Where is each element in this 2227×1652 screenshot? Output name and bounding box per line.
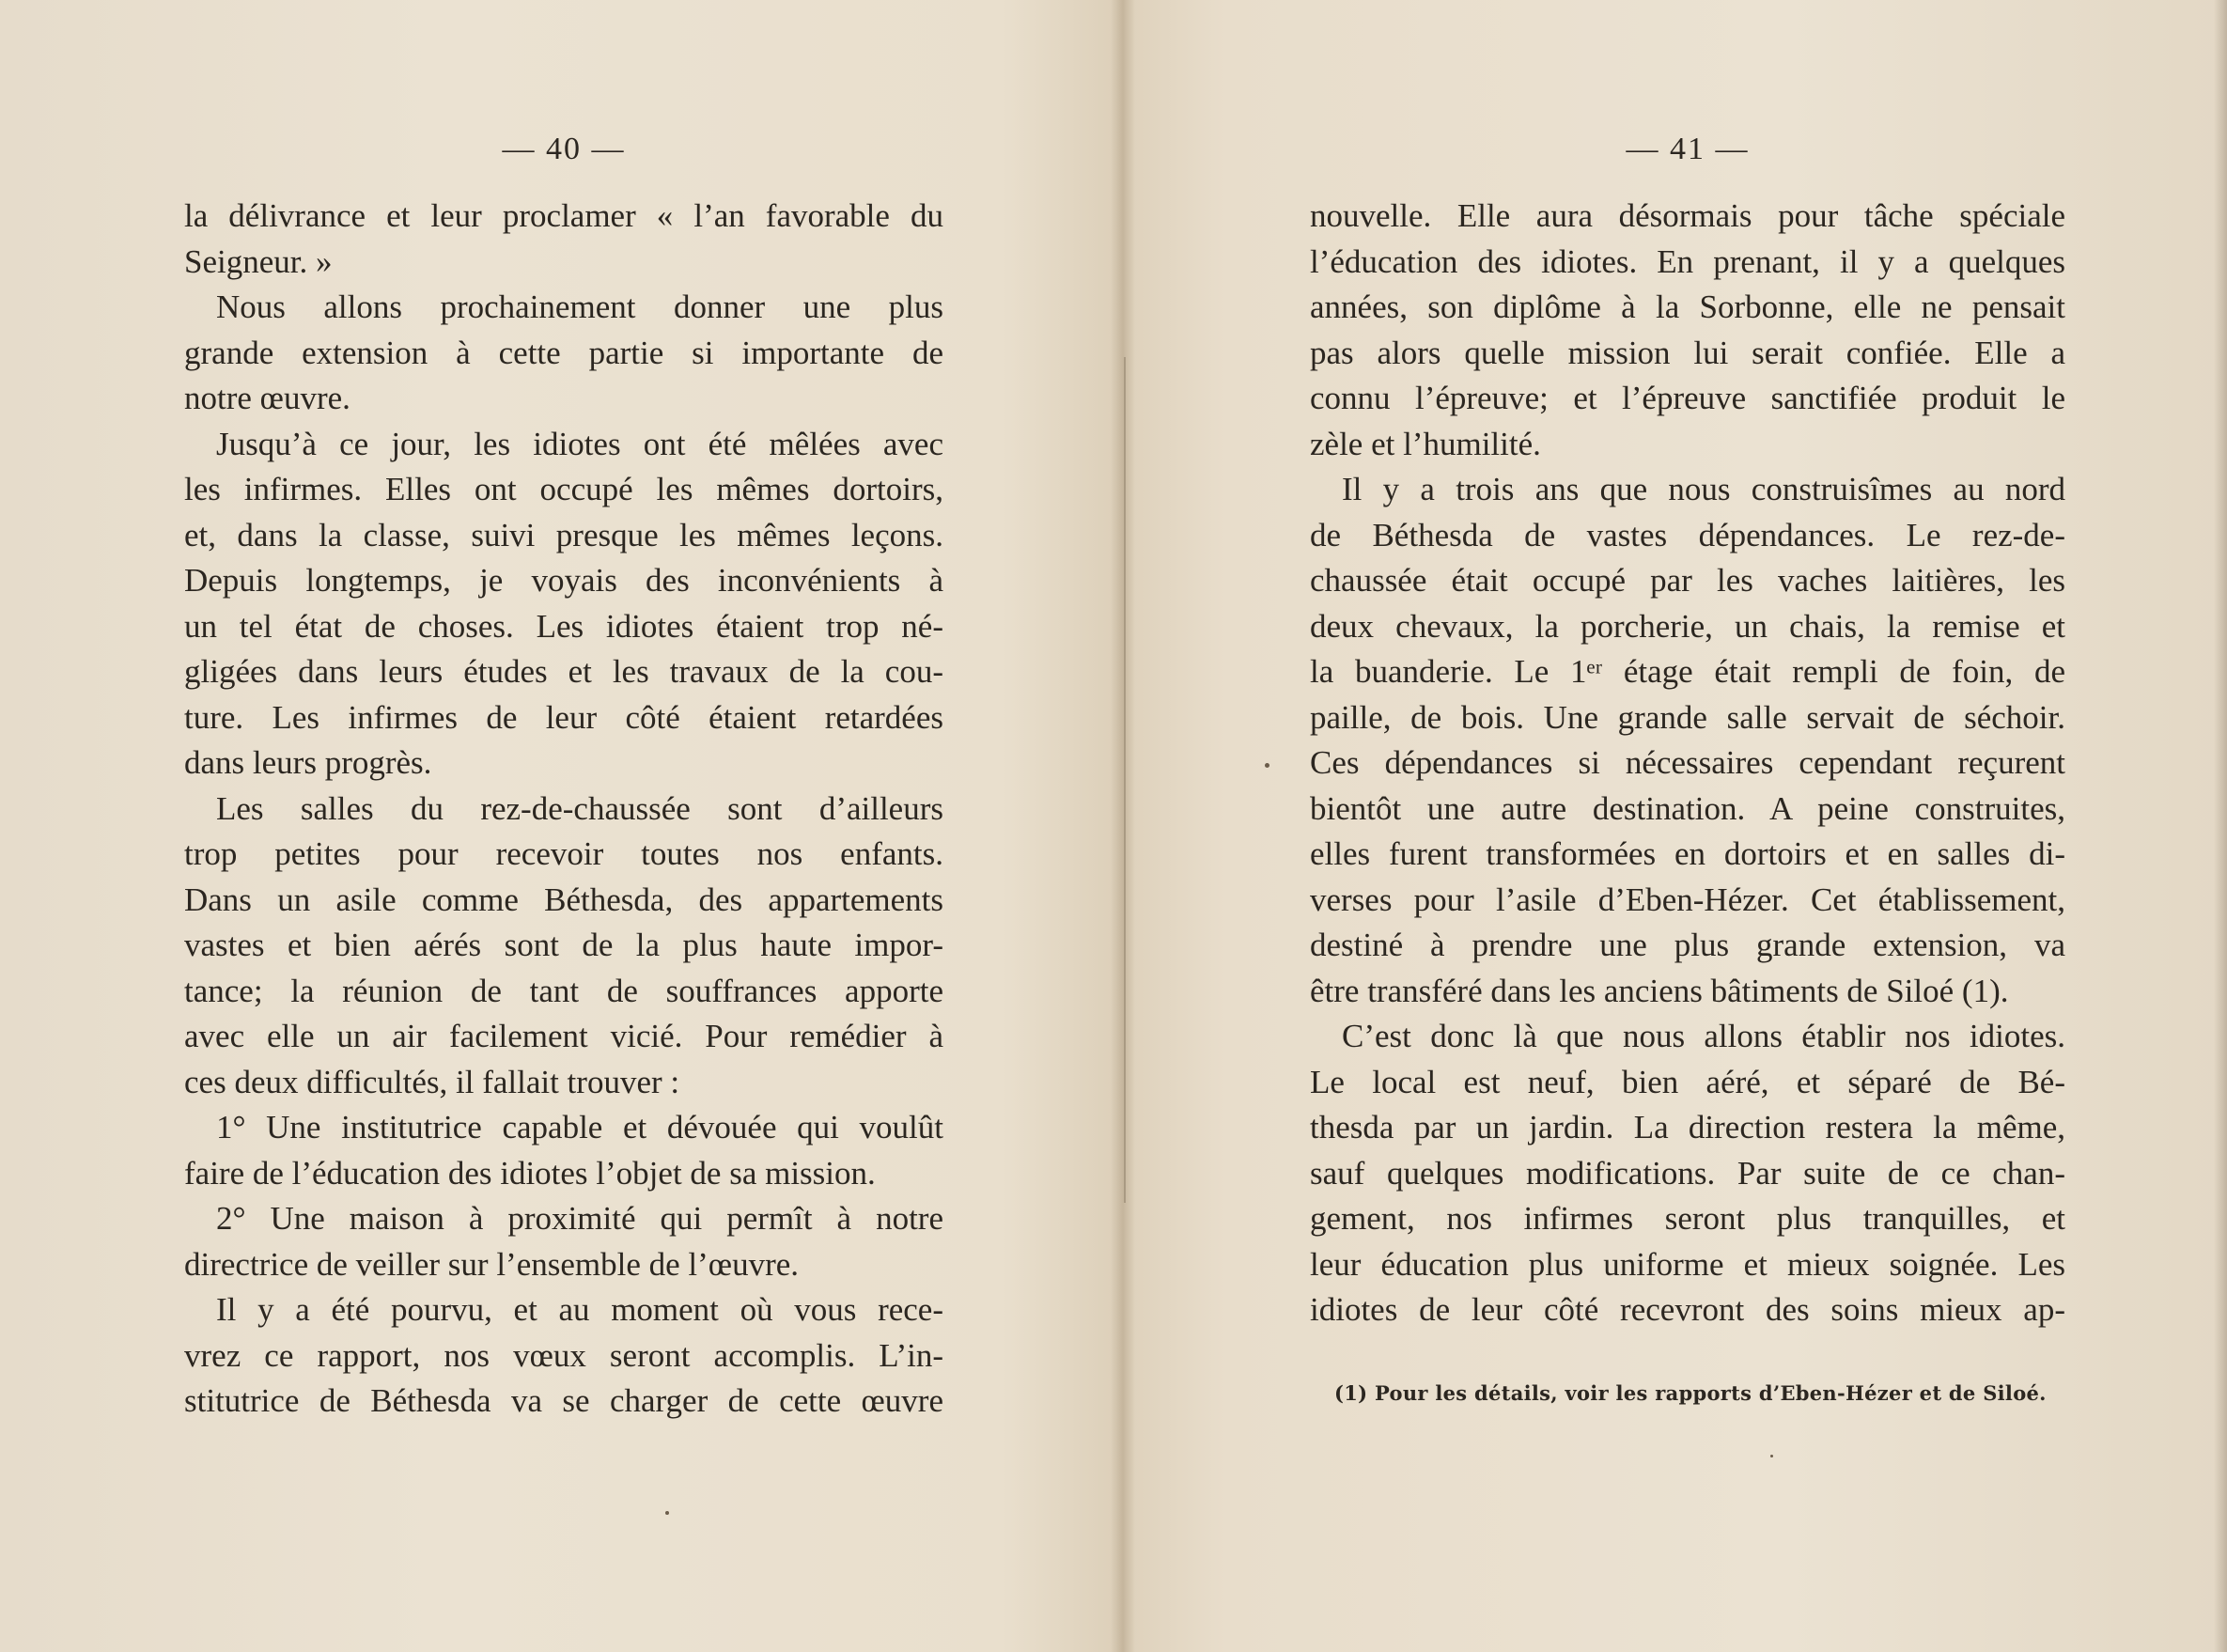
text-line: l’éducation des idiotes. En prenant, il y a quelques — [1310, 242, 2065, 280]
text-line: stitutrice de Béthesda va se charger de cette œuvre — [184, 1382, 943, 1419]
text-line: ces deux difficultés, il fallait trouver : — [184, 1063, 680, 1100]
binding-crease — [1124, 357, 1126, 1203]
text-line: faire de l’éducation des idiotes l’objet de sa mission. — [184, 1154, 876, 1192]
text-line: trop petites pour recevoir toutes nos enfants. — [184, 835, 943, 872]
text-line: un tel état de choses. Les idiotes étaient trop né- — [184, 607, 943, 645]
text-line: de Béthesda de vastes dépendances. Le rez-de- — [1310, 516, 2065, 553]
text-line: Il y a trois ans que nous construisîmes au nord — [1342, 471, 2065, 507]
text-line: la buanderie. Le 1ᵉʳ étage était rempli de foin, de — [1310, 653, 2065, 690]
page-edge-shadow — [2214, 0, 2227, 1652]
text-line: Nous allons prochainement donner une plus — [216, 288, 943, 325]
text-line: Le local est neuf, bien aéré, et séparé de Bé- — [1310, 1063, 2065, 1100]
text-line: destiné à prendre une plus grande extension, va — [1310, 927, 2065, 963]
right-page-body-text — [1310, 194, 2065, 1333]
text-line: zèle et l’humilité. — [1310, 425, 1541, 462]
text-line: vastes et bien aérés sont de la plus haute impor- — [184, 927, 943, 963]
left-page-body-text — [184, 194, 943, 1425]
text-line: 1° Une institutrice capable et dévouée qui voulût — [216, 1109, 943, 1145]
text-line: elles furent transformées en dortoirs et en salles di- — [1310, 835, 2065, 872]
text-line: Ces dépendances si nécessaires cependant reçurent — [1310, 744, 2065, 781]
text-line: idiotes de leur côté recevront des soins mieux ap- — [1310, 1291, 2065, 1328]
footnote: (1) Pour les détails, voir les rapports d’Eben-Hézer et de Siloé. — [1334, 1381, 2047, 1405]
text-line: C’est donc là que nous allons établir nos idiotes. — [1342, 1018, 2065, 1054]
text-line: nouvelle. Elle aura désormais pour tâche spéciale — [1310, 197, 2065, 234]
text-line: pas alors quelle mission lui serait confiée. Elle a — [1310, 334, 2065, 371]
page-number-left: — 40 — — [502, 132, 626, 166]
text-line: connu l’épreuve; et l’épreuve sanctifiée produit le — [1310, 380, 2065, 416]
text-line: grande extension à cette partie si importante de — [184, 334, 943, 371]
text-line: les infirmes. Elles ont occupé les mêmes dortoirs, — [184, 471, 943, 507]
text-line: directrice de veiller sur l’ensemble de l’œuvre. — [184, 1245, 800, 1283]
text-line: bientôt une autre destination. A peine construites, — [1310, 789, 2065, 827]
text-line: tance; la réunion de tant de souffrances apporte — [184, 972, 943, 1009]
text-line: 2° Une maison à proximité qui permît à notre — [216, 1200, 943, 1237]
text-line: années, son diplôme à la Sorbonne, elle ne pensait — [1310, 288, 2065, 325]
text-line: avec elle un air facilement vicié. Pour remédier à — [184, 1018, 943, 1054]
text-line: et, dans la classe, suivi presque les mêmes leçons. — [184, 516, 943, 553]
text-line: Les salles du rez-de-chaussée sont d’ailleurs — [216, 789, 943, 827]
left-page — [184, 0, 943, 1652]
text-line: Dans un asile comme Béthesda, des appartements — [184, 881, 943, 918]
text-line: dans leurs progrès. — [184, 744, 432, 781]
text-line: gement, nos infirmes seront plus tranquilles, et — [1310, 1200, 2065, 1237]
text-line: gligées dans leurs études et les travaux de la cou- — [184, 653, 943, 690]
text-line: chaussée était occupé par les vaches laitières, les — [1310, 562, 2065, 599]
text-line: ture. Les infirmes de leur côté étaient retardées — [184, 698, 943, 736]
text-line: être transféré dans les anciens bâtiments de Siloé (1). — [1310, 972, 2009, 1009]
page-number-right: — 41 — — [1626, 132, 1750, 166]
text-line: deux chevaux, la porcherie, un chais, la remise et — [1310, 607, 2065, 645]
text-line: thesda par un jardin. La direction restera la même, — [1310, 1109, 2065, 1145]
text-line: vrez ce rapport, nos vœux seront accomplis. L’in- — [184, 1336, 943, 1374]
text-line: leur éducation plus uniforme et mieux soignée. Les — [1310, 1245, 2065, 1283]
text-line: Il y a été pourvu, et au moment où vous rece- — [216, 1291, 943, 1328]
paper-speck — [1265, 763, 1269, 768]
text-line: Jusqu’à ce jour, les idiotes ont été mêlées avec — [216, 425, 943, 462]
text-line: Depuis longtemps, je voyais des inconvénients à — [184, 562, 943, 599]
book-gutter — [1111, 0, 1135, 1652]
text-line: paille, de bois. Une grande salle servait de séchoir. — [1310, 698, 2065, 736]
text-line: Seigneur. » — [184, 242, 333, 280]
text-line: sauf quelques modifications. Par suite de ce chan- — [1310, 1154, 2065, 1192]
text-line: notre œuvre. — [184, 380, 350, 416]
text-line: verses pour l’asile d’Eben-Hézer. Cet établissement, — [1310, 881, 2065, 918]
text-line: la délivrance et leur proclamer « l’an favorable du — [184, 197, 943, 234]
right-page — [1310, 0, 2065, 1652]
